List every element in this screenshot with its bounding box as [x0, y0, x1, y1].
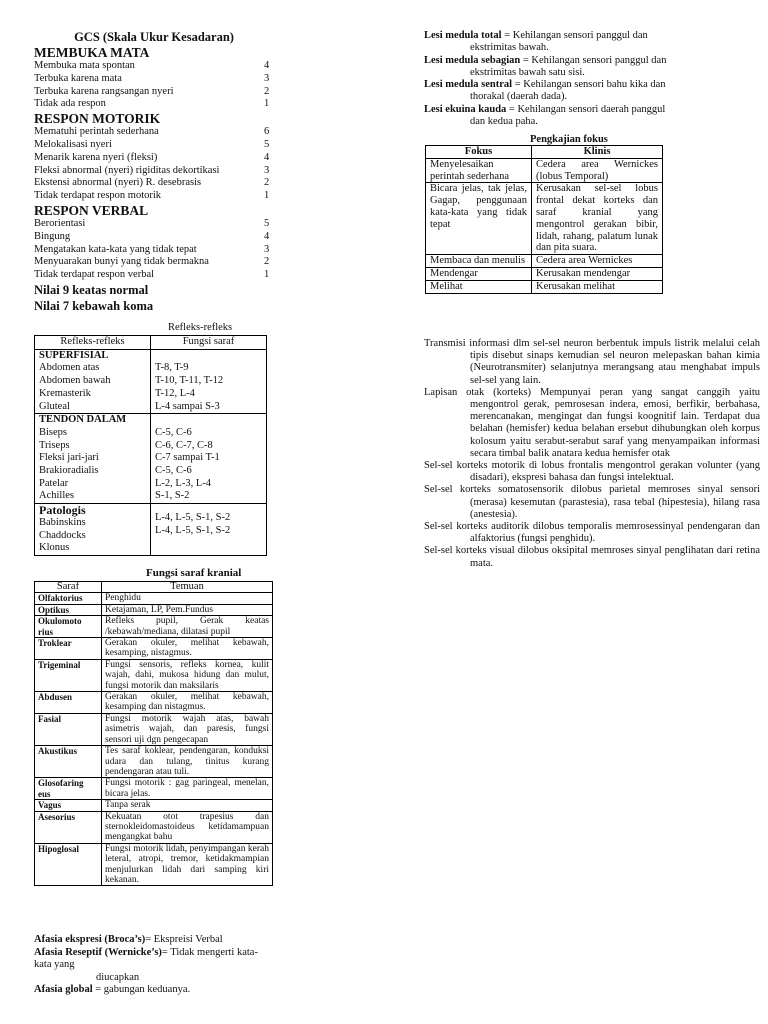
refleks-group: Patologis Babinskins Chaddocks Klonus [35, 504, 151, 556]
paragraph: Transmisi informasi dlm sel-sel neuron berbentuk impuls listrik melalui celah tipis disebut sinaps kemudian sel neuron melepaskan bahan kimia (Neurotransmiter) selanjutnya merangsang atau menghabat impuls sel-sel yang lain. [424, 338, 760, 386]
refleks-table [34, 335, 267, 556]
table-row: Glosofaring eus Fungsi motorik : gag paringeal, menelan, bicara jelas. [35, 778, 273, 800]
table-row [35, 504, 267, 556]
lesi-item: Lesi medula sentral = Kehilangan sensori bahu kika dan [424, 79, 666, 91]
table-header-row [35, 336, 267, 350]
lesi-item-cont: dan kedua paha. [470, 116, 538, 128]
lesi-section [424, 30, 760, 128]
kranial-table [34, 581, 273, 886]
gcs-item: Melokalisasi nyeri 5 [34, 138, 270, 150]
column-header: Fokus [426, 146, 532, 159]
gcs-item: Berorientasi 5 [34, 217, 270, 229]
table-row: Vagus Tanpa serak [35, 800, 273, 811]
afasia-line: Afasia ekspresi (Broca’s)= Ekspreisi Verbal [34, 934, 223, 945]
lesi-item-cont: ekstrimitas bawah. [470, 42, 549, 54]
table-row: Asesorius Kekuatan otot trapesius dan sternokleidomastoideus ketidamampuan mengangkat bahu [35, 811, 273, 843]
gcs-item: Mengatakan kata-kata yang tidak tepat 3 [34, 243, 270, 255]
column-header: Fungsi saraf [151, 336, 267, 350]
table-row: Menyelesaikan perintah sederhana Cedera area Wernickes (lobus Temporal) [426, 158, 663, 183]
afasia-section [34, 934, 274, 997]
gcs-item: Menyuarakan bunyi yang tidak bermakna 2 [34, 256, 270, 268]
refleks-caption: Refleks-refleks [168, 322, 233, 333]
table-header-row [35, 582, 273, 593]
paragraph: Sel-sel korteks motorik di lobus frontalis mengontrol gerakan volunter (yang disadari), ekspresi bahasa dan fungsi intelektual. [424, 460, 760, 484]
column-header: Saraf [35, 582, 102, 593]
gcs-item: Fleksi abnormal (nyeri) rigiditas dekortikasi 3 [34, 164, 270, 176]
column-header: Temuan [102, 582, 273, 593]
table-row: Troklear Gerakan okuler, melihat kebawah, kesamping, nistagmus. [35, 638, 273, 660]
gcs-item: Tidak ada respon 1 [34, 98, 270, 110]
table-header-row [426, 146, 663, 159]
paragraph: Sel-sel korteks auditorik dilobus temporalis memrosessinyal pendengaran dan alfaktorius (fungsi penghidu). [424, 521, 760, 545]
table-row: Akustikus Tes saraf koklear, pendengaran, konduksi udara dan tulang, tinitus kurang pendengaran atau tuli. [35, 746, 273, 778]
fungsi-group: C-5, C-6 C-6, C-7, C-8 C-7 sampai T-1 C-5, C-6 L-2, L-3, L-4 S-1, S-2 [151, 414, 267, 504]
afasia-line-cont: diucapkan [96, 971, 140, 983]
gcs-item: Mematuhi perintah sederhana 6 [34, 126, 270, 138]
table-row: Optikus Ketajaman, LP, Pem.Fundus [35, 604, 273, 615]
table-row [35, 414, 267, 504]
table-row: Melihat Kerusakan melihat [426, 280, 663, 293]
gcs-note: Nilai 9 keatas normal [34, 282, 149, 297]
afasia-line: Afasia global = gabungan keduanya. [34, 984, 191, 995]
table-row: Hipoglosal Fungsi motorik lidah, penyimpangan kerah leteral, atropi, tremor, ketidakmampian menjulurkan lidah dari samping kiri kekanan. [35, 843, 273, 886]
refleks-group: SUPERFISIAL Abdomen atas Abdomen bawah Kremasterik Gluteal [35, 349, 151, 414]
refleks-group: TENDON DALAM Biseps Triseps Fleksi jari-jari Brakioradialis Patelar Achilles [35, 414, 151, 504]
group-heading: TENDON DALAM [39, 414, 127, 426]
table-row: Fasial Fungsi motorik wajah atas, bawah asimetris wajah, dan paresis, fungsi sensori uji dgn pengecapan [35, 713, 273, 745]
column-header: Refleks-refleks [35, 336, 151, 350]
table-row: Okulomoto rius Refleks pupil, Gerak keatas /kebawah/mediana, dilatasi pupil [35, 616, 273, 638]
group-heading: SUPERFISIAL [39, 349, 109, 361]
body-text [424, 338, 760, 570]
gcs-item: Terbuka karena mata 3 [34, 72, 270, 84]
paragraph: Sel-sel korteks somatosensorik dilobus parietal memroses sinyal sensori (merasa) kesemutan (parastesia), rasa tebal (hipestesia), hilang rasa (anestesia). [424, 484, 760, 520]
gcs-note: Nilai 7 kebawah koma [34, 298, 154, 313]
section-heading: RESPON VERBAL [34, 202, 149, 218]
fokus-table [425, 145, 663, 294]
fungsi-group: L-4, L-5, S-1, S-2 L-4, L-5, S-1, S-2 [151, 504, 267, 556]
lesi-item: Lesi medula sebagian = Kehilangan sensori panggul dan [424, 54, 667, 66]
gcs-item: Terbuka karena rangsangan nyeri 2 [34, 85, 270, 97]
group-heading: Patologis [39, 503, 86, 518]
table-row: Mendengar Kerusakan mendengar [426, 267, 663, 280]
paragraph: Lapisan otak (korteks) Mempunyai peran yang sangat canggih yaitu mengontrol gerak, pemrosesan indera, emosi, berfikir, berbahasa, merencanakan, mengingat dan fungsi koognitif lain. Terdapat dua belahan (hemisfer) kedua belahan ersebut dihubungkan oleh korpus kolosum yaitu serabut-serabut saraf yang menyampaikan informasi secara timbal balik anatara kedua hemisfer otak [424, 386, 760, 459]
table-row: Abdusen Gerakan okuler, melihat kebawah, kesamping dan nistagmus. [35, 692, 273, 714]
gcs-title: GCS (Skala Ukur Kesadaran) [74, 30, 234, 44]
table-row: Olfaktorius Penghidu [35, 593, 273, 604]
section-heading: MEMBUKA MATA [34, 45, 150, 60]
fungsi-group: T-8, T-9 T-10, T-11, T-12 T-12, L-4 L-4 sampai S-3 [151, 349, 267, 414]
gcs-section [34, 30, 274, 314]
paragraph: Sel-sel korteks visual dilobus oksipital memroses sinyal penglihatan dari retina mata. [424, 545, 760, 569]
afasia-line: Afasia Reseptif (Wernicke’s)= Tidak mengerti kata-kata yang [34, 946, 258, 970]
gcs-item: Tidak terdapat respon verbal 1 [34, 269, 270, 281]
table-row: Membaca dan menulis Cedera area Wernickes [426, 255, 663, 268]
lesi-item-cont: ekstrimitas bawah satu sisi. [470, 66, 585, 78]
lesi-item: Lesi ekuina kauda = Kehilangan sensori daerah panggul [424, 103, 666, 115]
gcs-item: Menarik karena nyeri (fleksi) 4 [34, 151, 270, 163]
table-row: Trigeminal Fungsi sensoris, refleks kornea, kulit wajah, dahi, mukosa hidung dan mulut, fungsi motorik dan maksilaris [35, 659, 273, 691]
gcs-item: Bingung 4 [34, 230, 270, 242]
lesi-item: Lesi medula total = Kehilangan sensori panggul dan [424, 30, 648, 41]
section-heading: RESPON MOTORIK [34, 111, 161, 127]
table-row: Bicara jelas, tak jelas, Gagap, penggunaan kata-kata yang tidak tepat Kerusakan sel-sel lobus frontal dekat korteks dan saraf kranial yang mengontrol gerakan bibir, lidah, rahang, palatum lunak dan pita suara. [426, 183, 663, 255]
fokus-caption: Pengkajian fokus [530, 134, 608, 145]
gcs-item: Membuka mata spontan 4 [34, 60, 270, 71]
kranial-caption: Fungsi saraf kranial [146, 567, 242, 579]
column-header: Klinis [532, 146, 663, 159]
gcs-item: Ekstensi abnormal (nyeri) R. desebrasis 2 [34, 177, 270, 189]
table-row [35, 349, 267, 414]
gcs-item: Tidak terdapat respon motorik 1 [34, 190, 270, 202]
lesi-item-cont: thorakal (daerah dada). [470, 91, 568, 103]
